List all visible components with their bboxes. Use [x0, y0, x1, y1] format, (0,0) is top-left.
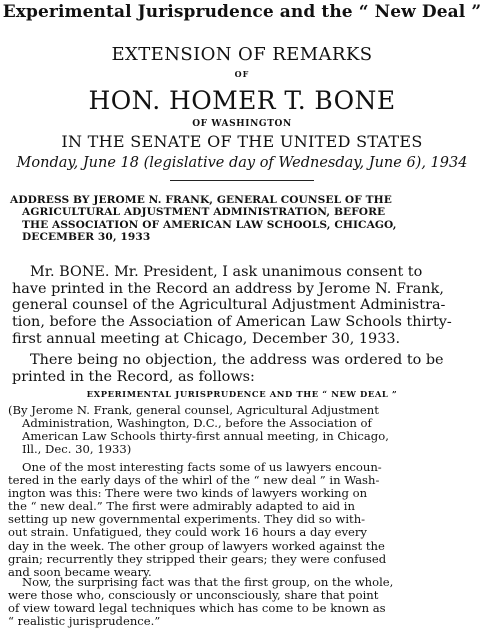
text-line: day in the week. The other group of lawyers worked against the — [8, 538, 385, 553]
heading-line: THE ASSOCIATION OF AMERICAN LAW SCHOOLS, CHICAGO, — [22, 218, 397, 231]
text-line: first annual meeting at Chicago, December 30, 1933. — [12, 330, 401, 347]
body-paragraph — [8, 461, 478, 579]
text-line: of view toward legal techniques which has come to be known as — [8, 601, 386, 616]
session-date: Monday, June 18 (legislative day of Wednesday, June 6), 1934 — [16, 155, 468, 171]
text-line: ington was this: There were two kinds of lawyers working on — [8, 486, 368, 501]
text-line: grain; recurrently they stripped their gears; they were confused — [8, 551, 387, 566]
of-label: OF — [234, 69, 250, 79]
heading-line: ADDRESS BY JEROME N. FRANK, GENERAL COUNSEL OF THE — [10, 194, 392, 206]
text-line: Mr. BONE. Mr. President, I ask unanimous consent to — [30, 264, 423, 280]
text-line: general counsel of the Agricultural Adjustment Administra- — [12, 297, 446, 314]
address-title: EXPERIMENTAL JURISPRUDENCE AND THE “ NEW DEAL ” — [86, 389, 398, 399]
text-line: tion, before the Association of American Law Schools thirty- — [12, 314, 452, 331]
heading-line: DECEMBER 30, 1933 — [22, 231, 151, 244]
byline — [8, 404, 478, 456]
text-line: out strain. Unfatigued, they could work 16 hours a day every — [8, 525, 367, 540]
body-paragraph — [8, 576, 478, 628]
text-line: tered in the early days of the whirl of the “ new deal ” in Wash- — [8, 473, 380, 488]
no-objection-paragraph — [12, 352, 478, 385]
heading-line: AGRICULTURAL ADJUSTMENT ADMINISTRATION, BEFORE — [22, 206, 386, 219]
address-heading — [10, 194, 476, 244]
text-line: and soon became weary. — [8, 564, 152, 579]
text-line: Administration, Washington, D.C., before the Association of — [22, 416, 372, 431]
chamber-label: IN THE SENATE OF THE UNITED STATES — [61, 132, 423, 151]
text-line: printed in the Record, as follows: — [12, 368, 255, 385]
speaker-name: HON. HOMER T. BONE — [88, 86, 396, 115]
text-line: the “ new deal.” The first were admirably adapted to aid in — [8, 499, 355, 514]
divider — [170, 180, 314, 181]
text-line: One of the most interesting facts some of us lawyers encoun- — [22, 460, 382, 474]
text-line: Ill., Dec. 30, 1933) — [22, 442, 132, 457]
state-label: OF WASHINGTON — [192, 119, 292, 129]
text-line: “ realistic jurisprudence.” — [8, 614, 161, 628]
text-line: American Law Schools thirty-first annual meeting, in Chicago, — [22, 429, 389, 444]
text-line: have printed in the Record an address by Jerome N. Frank, — [12, 280, 444, 297]
text-line: (By Jerome N. Frank, general counsel, Agricultural Adjustment — [8, 403, 379, 417]
text-line: setting up new governmental experiments. They did so with- — [8, 512, 366, 527]
text-line: Now, the surprising fact was that the first group, on the whole, — [22, 575, 394, 589]
text-line: There being no objection, the address was ordered to be — [30, 352, 444, 368]
unanimous-consent-paragraph — [12, 264, 478, 348]
extension-of-remarks: EXTENSION OF REMARKS — [111, 44, 373, 65]
document-title: Experimental Jurisprudence and the “ New Deal ” — [2, 2, 482, 22]
text-line: were those who, consciously or unconsciously, share that point — [8, 588, 379, 603]
